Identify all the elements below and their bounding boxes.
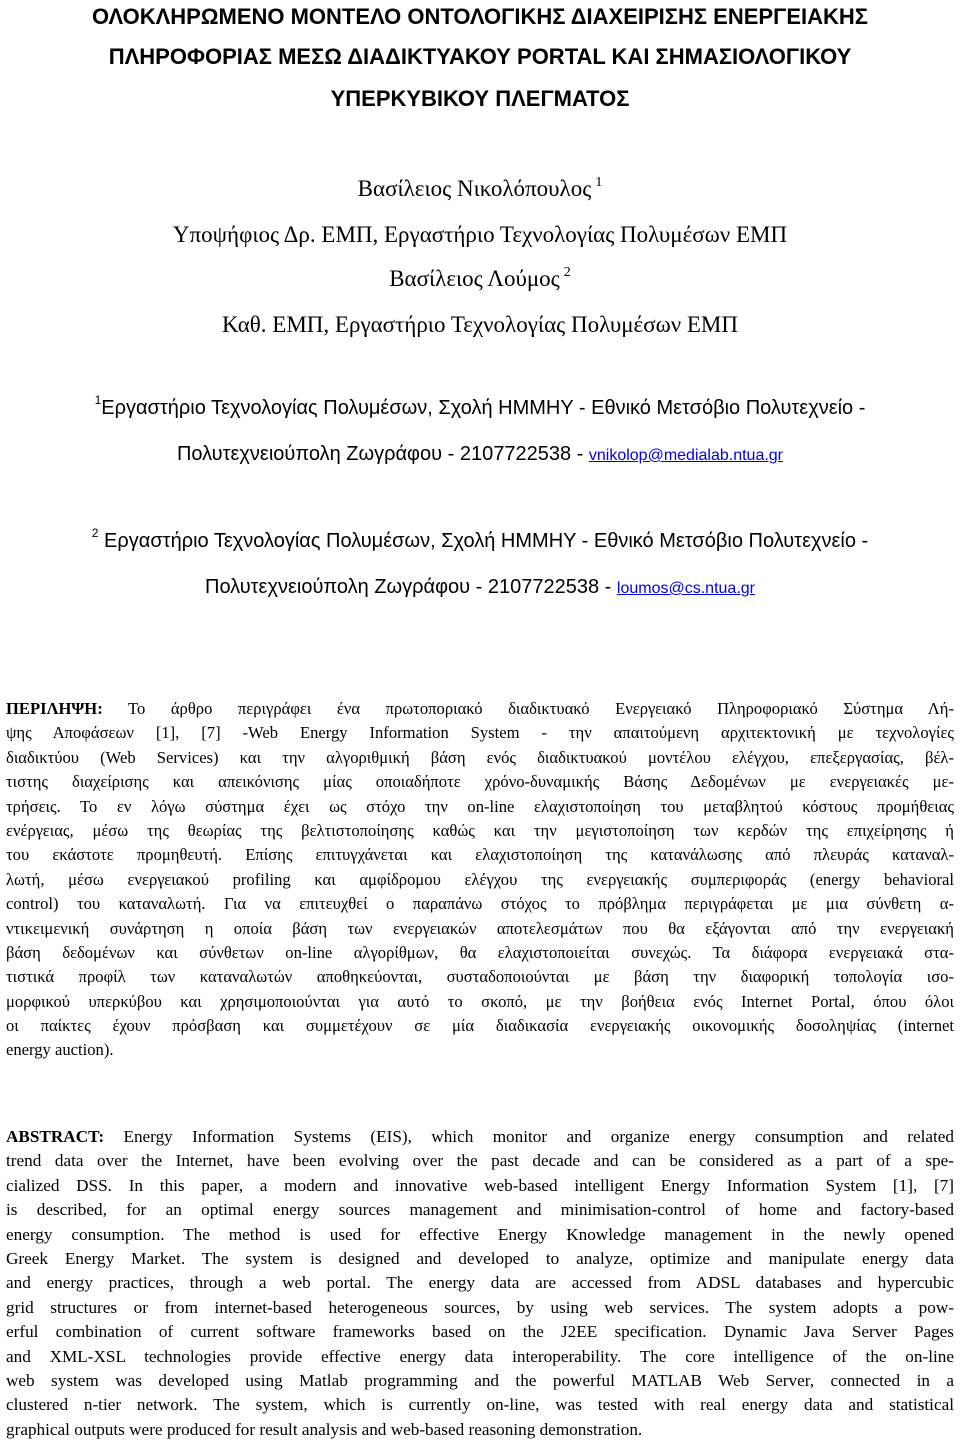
email-link[interactable]: vnikolop@medialab.ntua.gr xyxy=(588,447,784,464)
greek-abstract xyxy=(6,697,954,1063)
author-name: Βασίλειος Λούμος $^2$ xyxy=(389,265,571,291)
abstract-line: λωτή, μέσω ενεργειακού profiling και αμφίδρομου ελέγχου της ενεργειακής συμπεριφοράς (energy behavioral xyxy=(6,869,954,889)
author-role: Υποψήφιος Δρ. ΕΜΠ, Εργαστήριο Τεχνολογίας Πολυμέσων ΕΜΠ xyxy=(172,222,788,247)
abstract-line: and energy practices, through a web portal. The energy data are accessed from ADSL databases and hypercubic xyxy=(6,1273,954,1293)
abstract-line: διαδικτύου (Web Services) και την αλγοριθμική βάση ενός διαδικτυακού μοντέλου ελέγχου, επεξεργασίας, βέλ- xyxy=(6,747,954,767)
abstract-line: trend data over the Internet, have been evolving over the past decade and can be considered as a part of a spe- xyxy=(6,1151,954,1171)
abstract-line: ενέργειας, μέσω της θεωρίας της βελτιστοποίησης καθώς και την μεγιστοποίηση των κερδών της επιχείρησης ή xyxy=(6,820,954,840)
abstract-line: μορφικού υπερκύβου και χρησιμοποιούνται για αυτό το σκοπό, με την βοήθεια ενός Internet Portal, όπου όλοι xyxy=(6,991,954,1011)
title-line: ΥΠΕΡΚΥΒΙΚΟΥ ΠΛΕΓΜΑΤΟΣ xyxy=(330,86,630,111)
abstract-heading: ABSTRACT: xyxy=(6,1127,105,1146)
title-line: ΠΛΗΡΟΦΟΡΙΑΣ ΜΕΣΩ ΔΙΑΔΙΚΤΥΑΚΟΥ PORTAL ΚΑΙ ΣΗΜΑΣΙΟΛΟΓΙΚΟΥ xyxy=(108,44,852,69)
abstract-line: energy auction). xyxy=(6,1040,114,1060)
abstract-line: ψης Αποφάσεων [1], [7] -Web Energy Information System - την απαιτούμενη αρχιτεκτονική με τεχνολογίες xyxy=(6,723,954,743)
email-link[interactable]: loumos@cs.ntua.gr xyxy=(616,580,755,597)
abstract-line: web system was developed using Matlab programming and the powerful MATLAB Web Server, connected in a xyxy=(6,1370,954,1390)
abstract-line: clustered n-tier network. The system, which is currently on-line, was tested with real energy data and statistical xyxy=(6,1395,954,1415)
abstract-line: τιστικά προφίλ των καταναλωτών αποθηκεύονται, συσταδοποιούνται με βάση την διαφορική τοπολογία ισο- xyxy=(6,967,954,987)
abstract-line: control) του καταναλωτή. Για να επιτευχθεί ο παραπάνω στόχος το πρόβλημα περιγράφεται με μια σύνθετη α- xyxy=(6,894,954,914)
abstract-line: τιστης διαχείρισης και απεικόνισης μίας οποιαδήποτε χρόνο-δυναμικής Βάσης Δεδομένων με ενεργειακές με- xyxy=(6,772,954,792)
affiliation-line: $^2$ Εργαστήριο Τεχνολογίας Πολυμέσων, Σχολή ΗΜΜΗΥ - Εθνικό Μετσόβιο Πολυτεχνείο - xyxy=(91,526,869,552)
title-line: ΟΛΟΚΛΗΡΩΜΕΝΟ ΜΟΝΤΕΛΟ ΟΝΤΟΛΟΓΙΚΗΣ ΔΙΑΧΕΙΡΙΣΗΣ ΕΝΕΡΓΕΙΑΚΗΣ xyxy=(92,4,868,29)
abstract-line: is described, for an optimal energy sources management and minimisation-control of home and factory-based xyxy=(6,1200,954,1220)
affiliation-line: Πολυτεχνειούπολη Ζωγράφου - 2107722538 - vnikolop@medialab.ntua.gr xyxy=(176,443,784,465)
abstract-line: βάση δεδομένων και σύνθετων on-line αλγορίθμων, θα ελαχιστοποιείται συνεχώς. Τα διάφορα ενεργειακά στα- xyxy=(6,942,954,962)
author-name: Βασίλειος Νικολόπουλος $^1$ xyxy=(357,175,603,201)
abstract-line: οι παίκτες έχουν πρόσβαση και συμμετέχουν σε μία διαδικασία ενεργειακής οικονομικής δοσοληψίας (internet xyxy=(6,1016,954,1036)
abstract-line: του εκάστοτε προμηθευτή. Επίσης επιτυγχάνεται και ελαχιστοποίηση της κατανάλωσης από πλευράς καταναλ- xyxy=(6,845,954,865)
abstract-line: Greek Energy Market. The system is designed and developed to analyze, optimize and manipulate energy data xyxy=(6,1248,954,1268)
abstract-line: τρήσεις. Το εν λόγω σύστημα έχει ως στόχο την on-line ελαχιστοποίηση του μεταβλητού κόστους προμήθειας xyxy=(6,796,954,816)
abstract-heading: ΠΕΡΙΛΗΨΗ: xyxy=(6,699,103,718)
abstract-line: cialized DSS. In this paper, a modern and innovative web-based intelligent Energy Information System [1], [7] xyxy=(6,1175,954,1195)
abstract-line: ΠΕΡΙΛΗΨΗ: Το άρθρο περιγράφει ένα πρωτοποριακό διαδικτυακό Ενεργειακό Πληροφοριακό Σύστημα Λή- xyxy=(6,699,954,718)
abstract-line: graphical outputs were produced for result analysis and web-based reasoning demonstration. xyxy=(6,1419,643,1439)
abstract-line: energy consumption. The method is used for effective Energy Knowledge management in the newly opened xyxy=(6,1224,954,1244)
abstract-line: erful combination of current software frameworks based on the J2EE specification. Dynamic Java Server Pages xyxy=(6,1322,954,1342)
english-abstract xyxy=(6,1125,954,1442)
affiliation-line: Πολυτεχνειούπολη Ζωγράφου - 2107722538 - loumos@cs.ntua.gr xyxy=(205,576,755,598)
abstract-line: grid structures or from internet-based heterogeneous sources, by using web services. The system adopts a pow- xyxy=(6,1297,954,1317)
abstract-line: and XML-XSL technologies provide effective energy data interoperability. The core intelligence of the on-line xyxy=(6,1346,954,1366)
abstract-line: ντικειμενική συνάρτηση η οποία βάση των ενεργειακών αποτελεσμάτων που θα εξάγονται από την ενεργειακή xyxy=(6,918,954,938)
affiliation-line: $^1$Εργαστήριο Τεχνολογίας Πολυμέσων, Σχολή ΗΜΜΗΥ - Εθνικό Μετσόβιο Πολυτεχνείο - xyxy=(94,393,866,419)
abstract-line: ABSTRACT: Energy Information Systems (EIS), which monitor and organize energy consumption and related xyxy=(6,1127,954,1146)
author-role: Καθ. ΕΜΠ, Εργαστήριο Τεχνολογίας Πολυμέσων ΕΜΠ xyxy=(221,312,738,337)
